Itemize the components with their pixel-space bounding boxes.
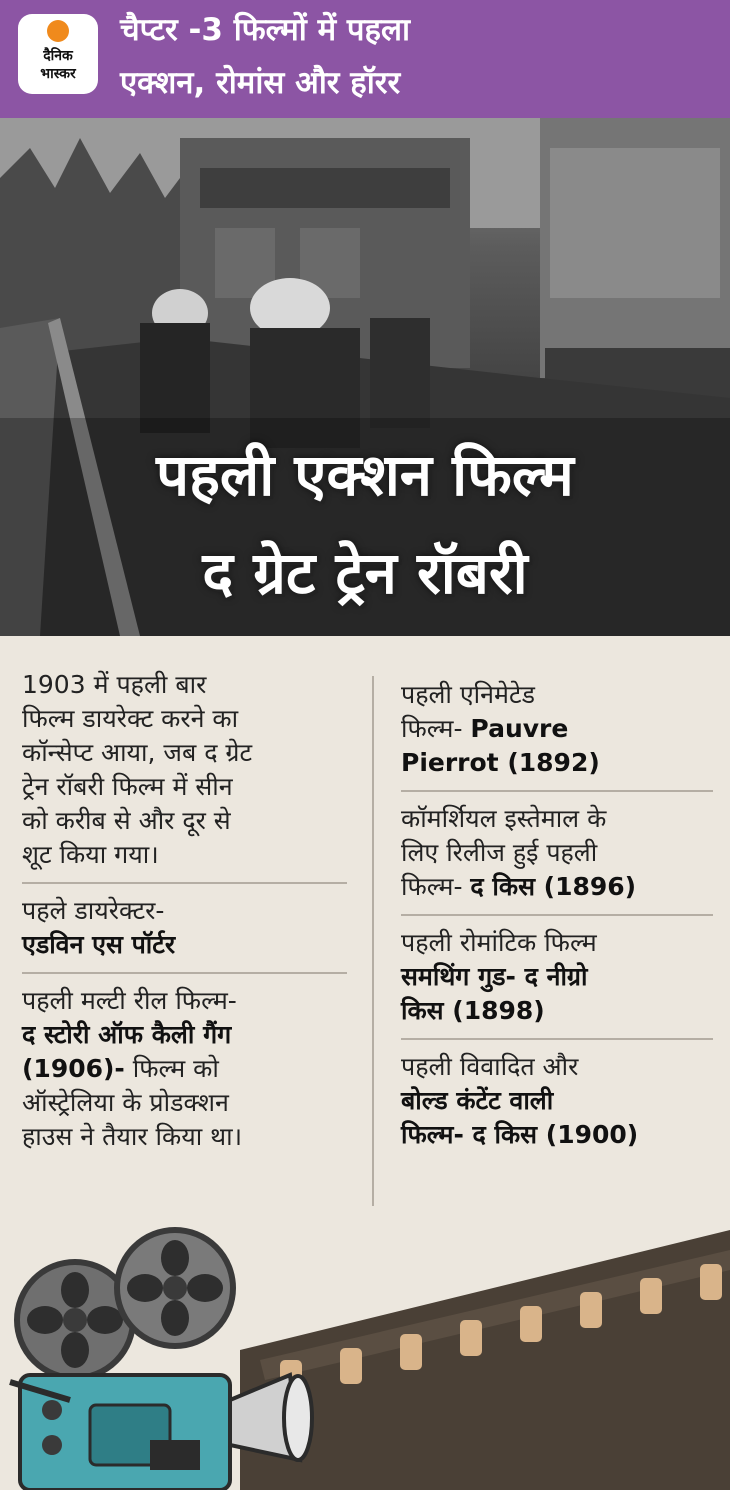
fact-block-multi-reel — [22, 984, 347, 1154]
fact-line: 1903 में पहली बार — [22, 670, 207, 699]
logo-line-1: दैनिक — [43, 48, 73, 64]
film-reel-icon — [117, 1230, 233, 1346]
hero-title-line-1: पहली एक्शन फिल्म — [156, 441, 574, 509]
fact-block-direction — [22, 668, 347, 872]
fact-line: ऑस्ट्रेलिया के प्रोडक्शन — [22, 1088, 229, 1117]
right-column — [401, 678, 713, 1152]
fact-value: फिल्म- द किस (1900) — [401, 1120, 639, 1149]
fact-value: Pierrot (1892) — [401, 748, 600, 777]
fact-text: फिल्म को — [124, 1054, 219, 1083]
film-projector-illustration — [0, 1210, 730, 1490]
fact-block-first-director — [22, 894, 347, 962]
fact-value: किस (1898) — [401, 996, 545, 1025]
dainik-bhaskar-logo — [18, 14, 98, 94]
fact-value: Pauvre — [470, 714, 569, 743]
header-bar — [0, 0, 730, 118]
divider — [22, 882, 347, 884]
divider — [22, 972, 347, 974]
fact-value: समथिंग गुड- द नीग्रो — [401, 962, 588, 991]
fact-value: द किस (1896) — [470, 872, 637, 901]
sun-icon — [47, 20, 69, 42]
fact-line: शूट किया गया। — [22, 840, 159, 869]
fact-line: ट्रेन रॉबरी फिल्म में सीन — [22, 772, 233, 801]
chapter-title-line-1: चैप्टर -3 फिल्मों में पहला — [120, 12, 411, 48]
fact-line: पहली एनिमेटेड — [401, 680, 535, 709]
hero-title-line-2: द ग्रेट ट्रेन रॉबरी — [202, 539, 528, 607]
fact-line: पहली विवादित और — [401, 1052, 579, 1081]
fact-value: द स्टोरी ऑफ कैली गैंग — [22, 1020, 232, 1049]
fact-block-controversial — [401, 1050, 713, 1152]
fact-label: फिल्म- — [401, 872, 471, 901]
logo-line-2: भास्कर — [40, 66, 76, 82]
column-divider — [372, 676, 374, 1206]
fact-label: फिल्म- — [401, 714, 471, 743]
fact-line — [401, 712, 713, 746]
hero-image — [0, 118, 730, 636]
fact-block-first-animated — [401, 678, 713, 780]
fact-line — [401, 870, 713, 904]
fact-block-commercial — [401, 802, 713, 904]
fact-line: को करीब से और दूर से — [22, 806, 231, 835]
fact-line: कॉन्सेप्ट आया, जब द ग्रेट — [22, 738, 253, 767]
fact-line: फिल्म डायरेक्ट करने का — [22, 704, 239, 733]
chapter-title-line-2: एक्शन, रोमांस और हॉरर — [120, 65, 401, 101]
fact-line: हाउस ने तैयार किया था। — [22, 1122, 243, 1151]
divider — [401, 1038, 713, 1040]
fact-value: (1906)- — [22, 1054, 125, 1083]
fact-line: कॉमर्शियल इस्तेमाल के — [401, 804, 607, 833]
fact-line — [22, 1052, 347, 1086]
divider — [401, 790, 713, 792]
fact-label: पहली मल्टी रील फिल्म- — [22, 986, 237, 1015]
fact-value: बोल्ड कंटेंट वाली — [401, 1086, 554, 1115]
left-column — [22, 668, 347, 1154]
fact-line: लिए रिलीज हुई पहली — [401, 838, 598, 867]
fact-line: पहली रोमांटिक फिल्म — [401, 928, 597, 957]
divider — [401, 914, 713, 916]
fact-label: पहले डायरेक्टर- — [22, 896, 165, 925]
fact-block-romantic — [401, 926, 713, 1028]
fact-value: एडविन एस पॉर्टर — [22, 930, 176, 959]
